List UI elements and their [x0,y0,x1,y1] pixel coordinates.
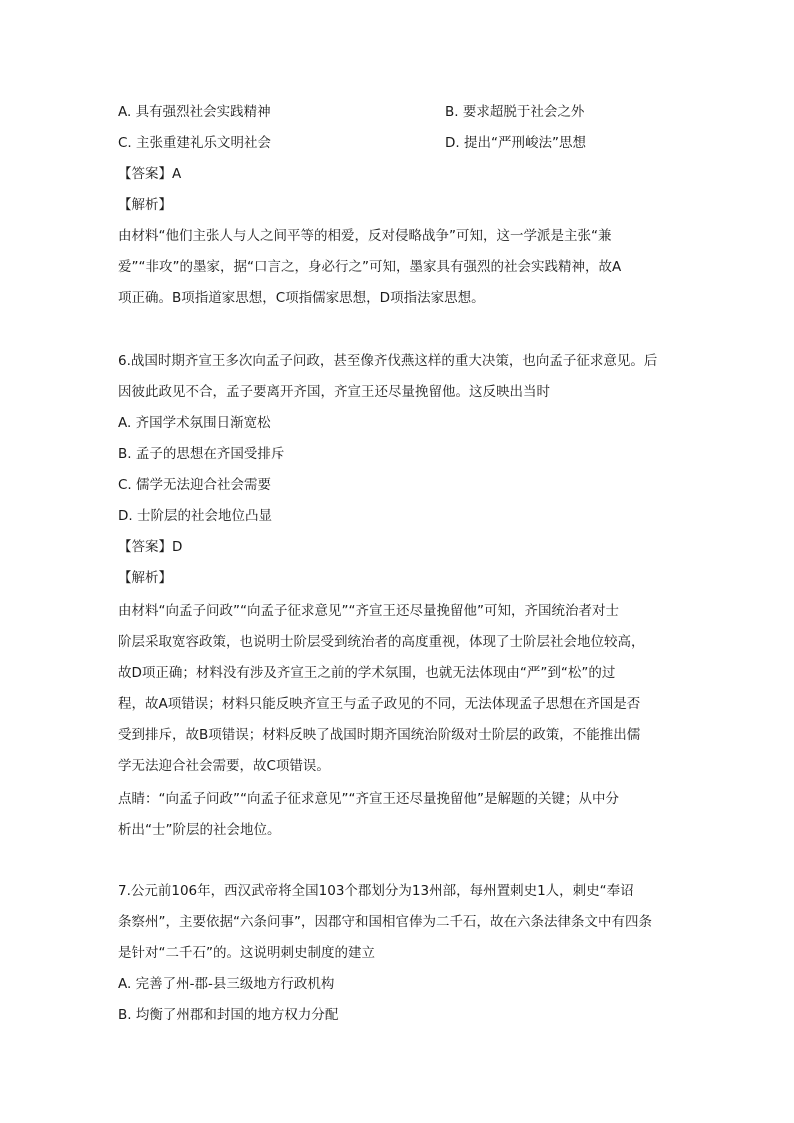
q6-option-c: C. 儒学无法迎合社会需要 [118,477,272,493]
q5-option-a: A. 具有强烈社会实践精神 [118,104,271,120]
q6-stem-line: 6.战国时期齐宣王多次向孟子问政，甚至像齐伐燕这样的重大决策，也向孟子征求意见。后 [118,353,658,369]
q7-stem-line: 是针对“二千石”的。这说明刺史制度的建立 [118,945,375,961]
q6-tip-line: 析出“士”阶层的社会地位。 [118,822,281,838]
q5-analysis-line: 项正确。B项指道家思想，C项指儒家思想，D项指法家思想。 [118,290,485,306]
q6-answer: 【答案】D [118,539,183,555]
q7-option-a: A. 完善了州-郡-县三级地方行政机构 [118,976,335,992]
q7-stem-line: 条察州”，主要依据“六条问事”，因郡守和国相官俸为二千石，故在六条法律条文中有四条 [118,914,652,930]
q5-option-d: D. 提出“严刑峻法”思想 [445,135,586,151]
q5-analysis-label: 【解析】 [118,197,172,213]
q7-stem-line: 7.公元前106年，西汉武帝将全国103个郡划分为13州部，每州置刺史1人，刺史“奉诏 [118,883,634,899]
q6-analysis-label: 【解析】 [118,570,172,586]
q5-analysis-line: 爱”“非攻”的墨家，据“口言之，身必行之”可知，墨家具有强烈的社会实践精神，故A [118,259,622,275]
q6-option-a: A. 齐国学术氛围日渐宽松 [118,415,271,431]
q6-analysis-line: 阶层采取宽容政策，也说明士阶层受到统治者的高度重视，体现了士阶层社会地位较高， [118,634,645,650]
q5-answer: 【答案】A [118,166,182,182]
q5-option-c: C. 主张重建礼乐文明社会 [118,135,272,151]
q5-analysis-line: 由材料“他们主张人与人之间平等的相爱，反对侵略战争”可知，这一学派是主张“兼 [118,228,612,244]
q5-option-b: B. 要求超脱于社会之外 [445,104,585,120]
q6-stem-line: 因彼此政见不合，孟子要离开齐国，齐宣王还尽量挽留他。这反映出当时 [118,384,550,400]
q6-analysis-line: 程，故A项错误；材料只能反映齐宣王与孟子政见的不同，无法体现孟子思想在齐国是否 [118,696,641,712]
q6-tip-line: 点睛：“向孟子问政”“向孟子征求意见”“齐宣王还尽量挽留他”是解题的关键；从中分 [118,791,619,807]
q6-analysis-line: 由材料“向孟子问政”“向孟子征求意见”“齐宣王还尽量挽留他”可知，齐国统治者对士 [118,603,619,619]
q6-option-d: D. 士阶层的社会地位凸显 [118,508,272,524]
q6-analysis-line: 学无法迎合社会需要，故C项错误。 [118,758,330,774]
q7-option-b: B. 均衡了州郡和封国的地方权力分配 [118,1007,339,1023]
q6-analysis-line: 受到排斥，故B项错误；材料反映了战国时期齐国统治阶级对士阶层的政策，不能推出儒 [118,727,641,743]
q6-option-b: B. 孟子的思想在齐国受排斥 [118,446,285,462]
q6-analysis-line: 故D项正确；材料没有涉及齐宣王之前的学术氛围，也就无法体现由“严”到“松”的过 [118,665,616,681]
